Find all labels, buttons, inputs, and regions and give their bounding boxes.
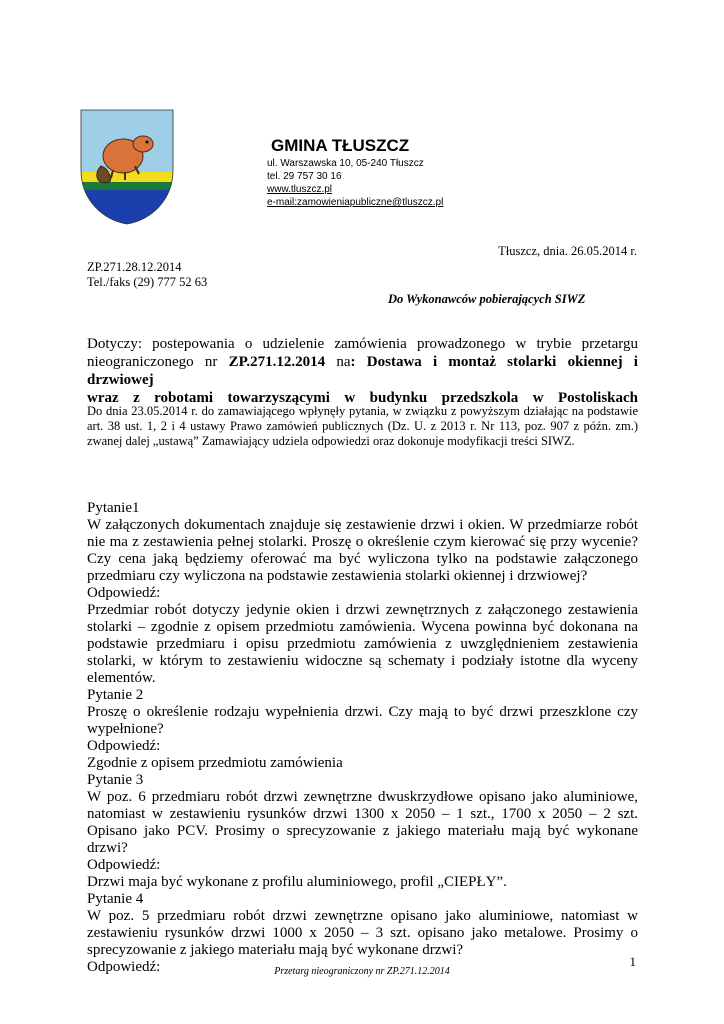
- subject-line-3: wraz z robotami towarzyszącymi w budynku przedszkola w Postoliskach: [87, 390, 638, 406]
- question-text: W poz. 5 przedmiaru robót drzwi zewnętrzne opisano jako aluminiowe, natomiast w zestawieniu rysunków drzwi 1000 x 2050 – 3 szt. opisano jako metalowe. Prosimy o sprecyzowanie z jakiego materiału mają być wykonane drzwi?: [87, 908, 638, 958]
- subject-title: : Dostawa i montaż stolarki okiennej i drzwiowej: [87, 354, 638, 388]
- subject-block: [87, 335, 638, 407]
- answer-text: Przedmiar robót dotyczy jedynie okien i drzwi zewnętrznych z załączonego zestawienia stolarki – zgodnie z opisem przedmiotu zamówienia. Wycena powinna być dokonana na podstawie przedmiaru i opisu przedmiotu zamówienia z uwzględnieniem zestawienia stolarki, w którym to zestawieniu widoczne są schematy i podziały istotne dla wyceny elementów.: [87, 602, 638, 686]
- question-text: Proszę o określenie rodzaju wypełnienia drzwi. Czy mają to być drzwi przeszklone czy wypełnione?: [87, 704, 638, 737]
- addressee: Do Wykonawców pobierających SIWZ: [388, 292, 586, 306]
- answer-label: Odpowiedź:: [87, 585, 161, 601]
- org-email-link[interactable]: e-mail:zamowieniapubliczne@tluszcz.pl: [267, 197, 444, 208]
- org-address: ul. Warszawska 10, 05-240 Tłuszcz: [267, 158, 424, 169]
- org-name: GMINA TŁUSZCZ: [271, 136, 410, 155]
- footer-note: Przetarg nieograniczony nr ZP.271.12.2014: [274, 966, 450, 977]
- qa-section: [87, 500, 638, 976]
- org-website-link[interactable]: www.tluszcz.pl: [267, 184, 333, 195]
- answer-label: Odpowiedź:: [87, 738, 161, 754]
- question-text: W poz. 6 przedmiaru robót drzwi zewnętrzne dwuskrzydłowe opisano jako aluminiowe, natomiast w zestawieniu rysunków drzwi 1300 x 2050 – 1 szt., 1700 x 2050 – 2 szt. Opisano jako PCV. Prosimy o sprecyzowanie z jakiego materiału mają być wykonane drzwi?: [87, 789, 638, 856]
- question-text: W załączonych dokumentach znajduje się zestawienie drzwi i okien. W przedmiarze robót nie ma z zestawienia pełnej stolarki. Proszę o określenie czym kierować się przy wycenie? Czy cena jaką będziemy oferować ma być wyliczona tylko na podstawie załączonego przedmiaru czy wyliczona na podstawie zestawienia stolarki okiennej i drzwiowej?: [87, 517, 638, 584]
- tel-fax: Tel./faks (29) 777 52 63: [87, 275, 208, 289]
- reference-number: ZP.271.28.12.2014: [87, 260, 182, 274]
- subject-line-1: Dotyczy: postepowania o udzielenie zamówienia prowadzonego w trybie przetargu: [87, 336, 638, 352]
- question-label: Pytanie 2: [87, 687, 144, 703]
- intro-paragraph: Do dnia 23.05.2014 r. do zamawiającego wpłynęły pytania, w związku z powyższym działając na podstawie art. 38 ust. 1, 2 i 4 ustawy Prawo zamówień publicznych (Dz. U. z 2013 r. Nr 113, poz. 907 z późn. zm.) zwanej dalej „ustawą” Zamawiający udziela odpowiedzi oraz dokonuje modyfikacji treści SIWZ.: [87, 404, 638, 448]
- answer-text: Zgodnie z opisem przedmiotu zamówienia: [87, 755, 343, 771]
- answer-text: Drzwi maja być wykonane z profilu aluminiowego, profil „CIEPŁY”.: [87, 874, 507, 890]
- place-date: Tłuszcz, dnia. 26.05.2014 r.: [498, 244, 637, 258]
- coat-of-arms-logo: [79, 108, 175, 226]
- question-label: Pytanie1: [87, 500, 140, 516]
- subject-ref: ZP.271.12.2014: [228, 354, 326, 370]
- subject-prefix: nieograniczonego nr: [87, 354, 229, 370]
- page-number: 1: [629, 954, 636, 969]
- question-label: Pytanie 4: [87, 891, 144, 907]
- subject-mid: na: [325, 354, 351, 370]
- question-label: Pytanie 3: [87, 772, 144, 788]
- answer-label: Odpowiedź:: [87, 959, 161, 975]
- answer-label: Odpowiedź:: [87, 857, 161, 873]
- org-phone: tel. 29 757 30 16: [267, 171, 342, 182]
- subject-line-2: [87, 353, 638, 389]
